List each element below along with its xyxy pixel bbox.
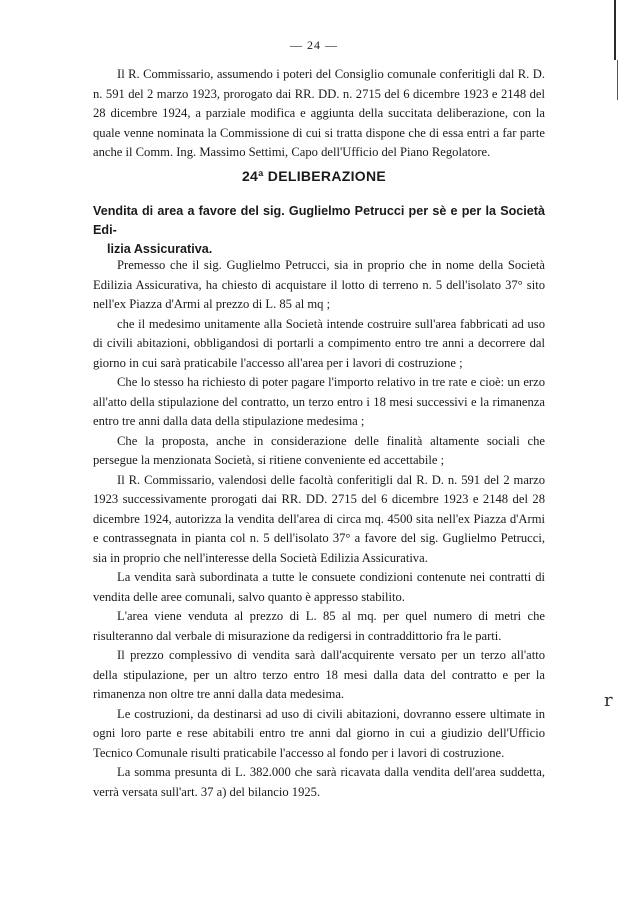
body-paragraph-sum: La somma presunta di L. 382.000 che sarà ricavata dalla vendita dell'area suddetta, verrà versata sull'art. 37 a) del bilancio 1925. [93,765,545,799]
intro-paragraph: Il R. Commissario, assumendo i poteri del Consiglio comunale conferitigli dal R. D. n. 591 del 2 marzo 1923, prorogato dai RR. DD. n. 2715 del 6 dicembre 1923 e 2148 del 28 dicembre 1924, a parziale modifica e aggiunta della succitata deliberazione, con la quale venne nominata la Commissione di cui si tratta dispone che di essa entri a far parte anche il Comm. Ing. Massimo Settimi, Capo dell'Ufficio del Piano Regolatore. [93,67,545,159]
deliberation-subject [93,202,545,259]
deliberation-heading: 24ª DELIBERAZIONE [241,168,387,184]
intro-section [93,65,545,163]
deliberation-body [93,256,545,802]
body-paragraph-payment-terms: Il prezzo complessivo di vendita sarà dall'acquirente versato per un terzo all'atto della stipulazione, per un altro terzo entro 18 mesi dalla data del contratto e per la rimanenza non oltre tre anni dalla data medesima. [93,648,545,701]
subject-line-2: lizia Assicurativa. [107,242,213,256]
body-paragraph-conditions: La vendita sarà subordinata a tutte le consuete condizioni contenute nei contratti di vendita delle aree comunali, salvo quanto è appresso stabilito. [93,570,545,604]
body-paragraph-premise: Premesso che il sig. Guglielmo Petrucci, sia in proprio che in nome della Società Edilizia Assicurativa, ha chiesto di acquistare il lotto di terreno n. 5 dell'isolato 37° sito nell'ex Piazza d'Armi al prezzo di L. 85 al mq ; [93,258,545,311]
page-number: — 24 — [290,38,338,52]
body-paragraph-payment-request: Che lo stesso ha richiesto di poter pagare l'importo relativo in tre rate e cioè: un erzo all'atto della stipulazione del contratto, un terzo entro i 18 mesi successivi e la rimanenza entro tre anni dalla data della stipulazione medesima ; [93,375,545,428]
subject-line-1: Vendita di area a favore del sig. Guglielmo Petrucci per sè e per la Società Edi- [93,204,545,237]
margin-mark: r [604,690,613,711]
body-paragraph-price: L'area viene venduta al prezzo di L. 85 al mq. per quel numero di metri che risulteranno dal verbale di misurazione da redigersi in contraddittorio fra le parti. [93,609,545,643]
body-paragraph-authorization: Il R. Commissario, valendosi delle facoltà conferitigli dal R. D. n. 591 del 2 marzo 1923 successivamente prorogati dai RR. DD. 2715 del 6 dicembre 1923 e 2148 del 28 dicembre 1924, autorizza la vendita dell'area di circa mq. 4500 sita nell'ex Piazza d'Armi e contrassegnata in pianta col n. 5 dell'isolato 37° a favore del sig. Guglielmo Petrucci, sia in proprio che nell'interesse della Società Edilizia Assicurativa. [93,472,545,565]
body-paragraph-obligation: che il medesimo unitamente alla Società intende costruire sull'area fabbricati ad uso di civili abitazioni, obbligandosi di portarli a compimento entro tre anni a decorrere dal giorno in cui sarà praticabile l'accesso all'area per i lavori di costruzione ; [93,316,545,370]
body-paragraph-proposal: Che la proposta, anche in considerazione delle finalità altamente sociali che persegue la menzionata Società, si ritiene conveniente ed accettabile ; [93,433,545,467]
body-paragraph-construction: Le costruzioni, da destinarsi ad uso di civili abitazioni, dovranno essere ultimate in ogni loro parte e rese abitabili entro tre anni dal giorno in cui a giudizio dell'Ufficio Tecnico Comunale risulti praticabile l'accesso al fondo per i lavori di costruzione. [93,706,545,760]
scan-edge-mark-secondary [617,60,618,100]
